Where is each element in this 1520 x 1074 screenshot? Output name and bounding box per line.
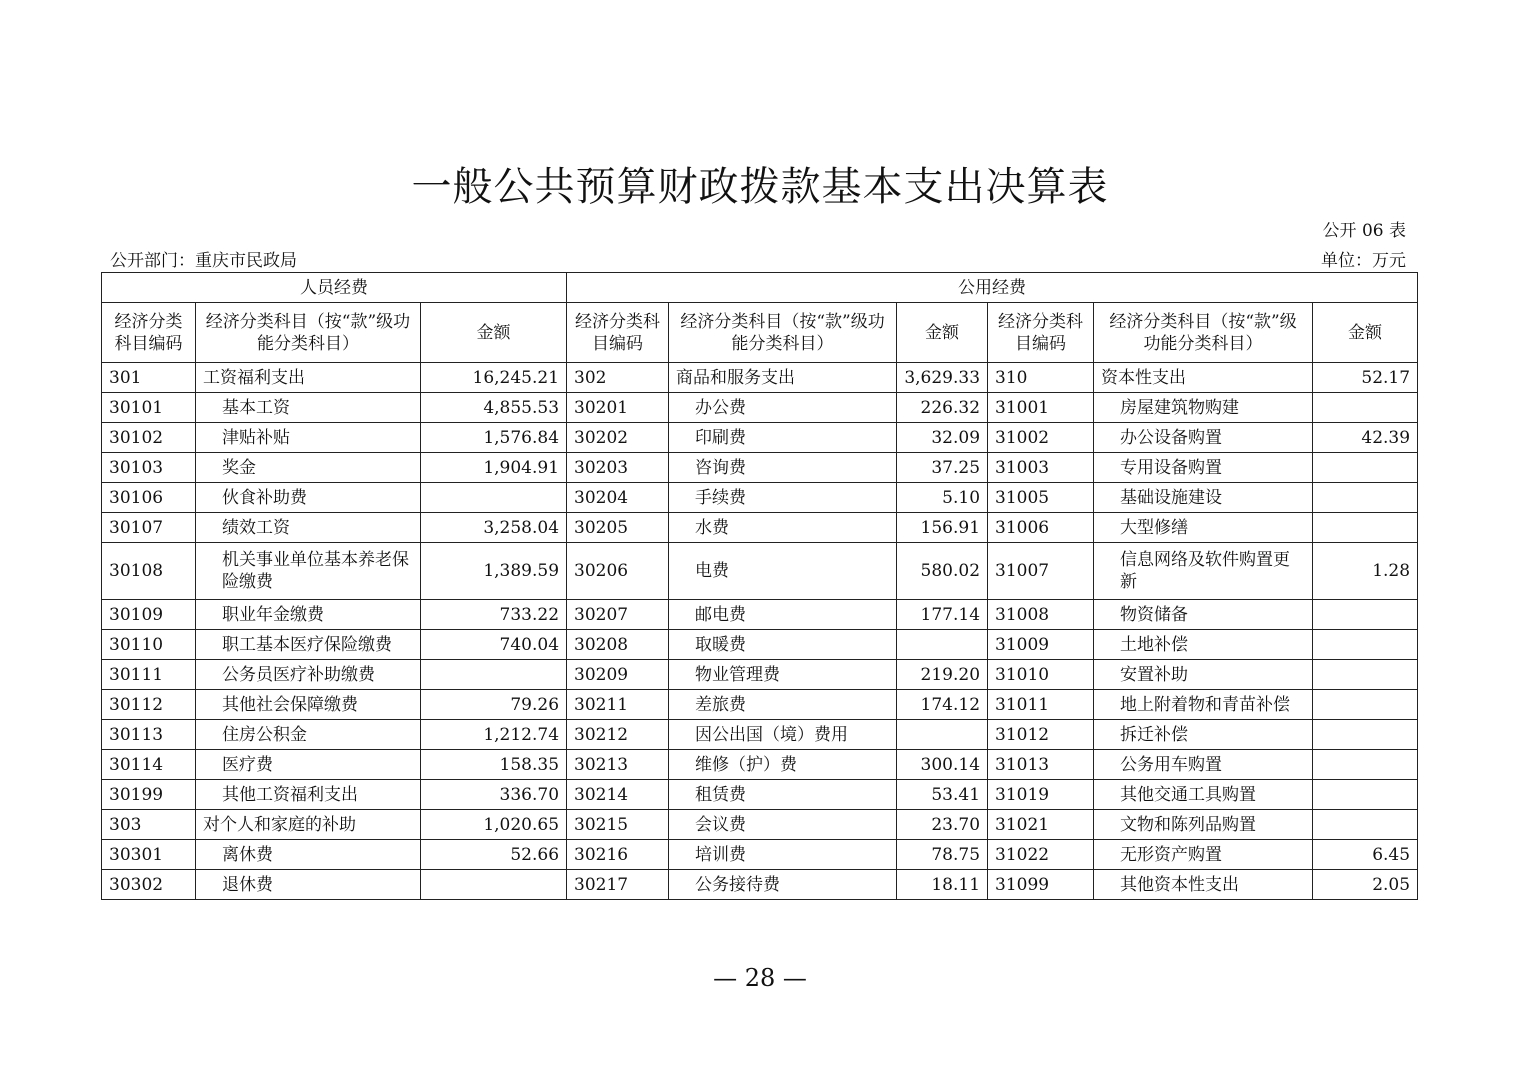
amount-cell: 53.41 — [897, 780, 988, 810]
name-cell: 基本工资 — [196, 393, 421, 423]
name-cell: 津贴补贴 — [196, 423, 421, 453]
amount-cell: 740.04 — [421, 630, 567, 660]
code-cell: 31011 — [988, 690, 1094, 720]
name-cell: 房屋建筑物购建 — [1094, 393, 1313, 423]
code-cell: 31002 — [988, 423, 1094, 453]
amount-cell: 3,629.33 — [897, 363, 988, 393]
code-cell: 303 — [102, 810, 196, 840]
table-row — [102, 660, 1418, 690]
code-cell: 31007 — [988, 543, 1094, 600]
header-amount: 金额 — [421, 303, 567, 363]
code-cell: 30108 — [102, 543, 196, 600]
table-row — [102, 690, 1418, 720]
table-body — [102, 363, 1418, 900]
amount-cell: 79.26 — [421, 690, 567, 720]
name-cell: 地上附着物和青苗补偿 — [1094, 690, 1313, 720]
code-cell: 31008 — [988, 600, 1094, 630]
code-cell: 30211 — [567, 690, 669, 720]
code-cell: 30203 — [567, 453, 669, 483]
table-row — [102, 630, 1418, 660]
amount-cell: 733.22 — [421, 600, 567, 630]
header-code: 经济分类科目编码 — [988, 303, 1094, 363]
name-cell: 专用设备购置 — [1094, 453, 1313, 483]
amount-cell: 174.12 — [897, 690, 988, 720]
code-cell: 30199 — [102, 780, 196, 810]
amount-cell: 42.39 — [1313, 423, 1418, 453]
code-cell: 30207 — [567, 600, 669, 630]
table-row — [102, 840, 1418, 870]
code-cell: 310 — [988, 363, 1094, 393]
code-cell: 30208 — [567, 630, 669, 660]
code-cell: 30205 — [567, 513, 669, 543]
name-cell: 机关事业单位基本养老保险缴费 — [196, 543, 421, 600]
name-cell: 职工基本医疗保险缴费 — [196, 630, 421, 660]
code-cell: 302 — [567, 363, 669, 393]
name-cell: 手续费 — [669, 483, 897, 513]
amount-cell: 23.70 — [897, 810, 988, 840]
name-cell: 信息网络及软件购置更新 — [1094, 543, 1313, 600]
code-cell: 30107 — [102, 513, 196, 543]
amount-cell: 78.75 — [897, 840, 988, 870]
amount-cell — [1313, 483, 1418, 513]
code-cell: 30106 — [102, 483, 196, 513]
code-cell: 30110 — [102, 630, 196, 660]
code-cell: 30214 — [567, 780, 669, 810]
amount-cell: 336.70 — [421, 780, 567, 810]
name-cell: 其他资本性支出 — [1094, 870, 1313, 900]
name-cell: 办公费 — [669, 393, 897, 423]
page-number: — 28 — — [713, 964, 807, 992]
code-cell: 30103 — [102, 453, 196, 483]
header-name: 经济分类科目（按“款”级功能分类科目） — [1094, 303, 1313, 363]
name-cell: 无形资产购置 — [1094, 840, 1313, 870]
name-cell: 差旅费 — [669, 690, 897, 720]
code-cell: 31019 — [988, 780, 1094, 810]
code-cell: 30112 — [102, 690, 196, 720]
code-cell: 30113 — [102, 720, 196, 750]
amount-cell — [1313, 810, 1418, 840]
name-cell: 医疗费 — [196, 750, 421, 780]
header-amount: 金额 — [897, 303, 988, 363]
code-cell: 30202 — [567, 423, 669, 453]
amount-cell: 1.28 — [1313, 543, 1418, 600]
expenditure-table — [101, 272, 1418, 900]
department-label: 公开部门：重庆市民政局 — [110, 251, 297, 271]
amount-cell — [1313, 750, 1418, 780]
amount-cell: 1,389.59 — [421, 543, 567, 600]
code-cell: 30215 — [567, 810, 669, 840]
name-cell: 公务员医疗补助缴费 — [196, 660, 421, 690]
name-cell: 伙食补助费 — [196, 483, 421, 513]
amount-cell: 52.66 — [421, 840, 567, 870]
table-row — [102, 720, 1418, 750]
code-cell: 31021 — [988, 810, 1094, 840]
code-cell: 30114 — [102, 750, 196, 780]
name-cell: 电费 — [669, 543, 897, 600]
amount-cell — [1313, 780, 1418, 810]
header-amount: 金额 — [1313, 303, 1418, 363]
table-row — [102, 780, 1418, 810]
table-row — [102, 423, 1418, 453]
amount-cell: 4,855.53 — [421, 393, 567, 423]
amount-cell: 6.45 — [1313, 840, 1418, 870]
table-row — [102, 513, 1418, 543]
name-cell: 商品和服务支出 — [669, 363, 897, 393]
name-cell: 会议费 — [669, 810, 897, 840]
amount-cell: 32.09 — [897, 423, 988, 453]
amount-cell — [897, 630, 988, 660]
name-cell: 其他工资福利支出 — [196, 780, 421, 810]
form-number: 公开 06 表 — [1322, 221, 1406, 241]
code-cell: 30212 — [567, 720, 669, 750]
name-cell: 公务接待费 — [669, 870, 897, 900]
code-cell: 31005 — [988, 483, 1094, 513]
code-cell: 30101 — [102, 393, 196, 423]
amount-cell: 177.14 — [897, 600, 988, 630]
name-cell: 咨询费 — [669, 453, 897, 483]
code-cell: 31001 — [988, 393, 1094, 423]
amount-cell — [1313, 453, 1418, 483]
code-cell: 31022 — [988, 840, 1094, 870]
amount-cell: 1,904.91 — [421, 453, 567, 483]
amount-cell: 1,020.65 — [421, 810, 567, 840]
name-cell: 安置补助 — [1094, 660, 1313, 690]
amount-cell: 1,576.84 — [421, 423, 567, 453]
name-cell: 因公出国（境）费用 — [669, 720, 897, 750]
name-cell: 办公设备购置 — [1094, 423, 1313, 453]
amount-cell: 226.32 — [897, 393, 988, 423]
unit-label: 单位：万元 — [1321, 251, 1406, 271]
code-cell: 30206 — [567, 543, 669, 600]
amount-cell — [1313, 660, 1418, 690]
name-cell: 职业年金缴费 — [196, 600, 421, 630]
code-cell: 30111 — [102, 660, 196, 690]
amount-cell: 16,245.21 — [421, 363, 567, 393]
code-cell: 30301 — [102, 840, 196, 870]
amount-cell: 52.17 — [1313, 363, 1418, 393]
code-cell: 30216 — [567, 840, 669, 870]
code-cell: 31099 — [988, 870, 1094, 900]
code-cell: 31006 — [988, 513, 1094, 543]
amount-cell — [1313, 513, 1418, 543]
name-cell: 其他交通工具购置 — [1094, 780, 1313, 810]
code-cell: 31013 — [988, 750, 1094, 780]
header-name: 经济分类科目（按“款”级功能分类科目） — [669, 303, 897, 363]
code-cell: 31003 — [988, 453, 1094, 483]
name-cell: 工资福利支出 — [196, 363, 421, 393]
table-row — [102, 600, 1418, 630]
name-cell: 拆迁补偿 — [1094, 720, 1313, 750]
page-title: 一般公共预算财政拨款基本支出决算表 — [411, 164, 1109, 210]
table-row — [102, 870, 1418, 900]
amount-cell: 158.35 — [421, 750, 567, 780]
table-row — [102, 543, 1418, 600]
amount-cell: 580.02 — [897, 543, 988, 600]
amount-cell: 219.20 — [897, 660, 988, 690]
name-cell: 文物和陈列品购置 — [1094, 810, 1313, 840]
table-row — [102, 483, 1418, 513]
amount-cell — [1313, 600, 1418, 630]
amount-cell: 156.91 — [897, 513, 988, 543]
group-personnel: 人员经费 — [102, 273, 567, 303]
name-cell: 住房公积金 — [196, 720, 421, 750]
group-public: 公用经费 — [567, 273, 1418, 303]
amount-cell: 2.05 — [1313, 870, 1418, 900]
amount-cell — [421, 660, 567, 690]
table-row — [102, 453, 1418, 483]
name-cell: 基础设施建设 — [1094, 483, 1313, 513]
code-cell: 30204 — [567, 483, 669, 513]
table-row — [102, 750, 1418, 780]
name-cell: 离休费 — [196, 840, 421, 870]
name-cell: 维修（护）费 — [669, 750, 897, 780]
name-cell: 公务用车购置 — [1094, 750, 1313, 780]
name-cell: 物业管理费 — [669, 660, 897, 690]
name-cell: 取暖费 — [669, 630, 897, 660]
amount-cell: 1,212.74 — [421, 720, 567, 750]
code-cell: 30213 — [567, 750, 669, 780]
table-row — [102, 363, 1418, 393]
amount-cell — [421, 870, 567, 900]
amount-cell: 5.10 — [897, 483, 988, 513]
amount-cell — [421, 483, 567, 513]
amount-cell — [1313, 393, 1418, 423]
code-cell: 31010 — [988, 660, 1094, 690]
code-cell: 30209 — [567, 660, 669, 690]
name-cell: 对个人和家庭的补助 — [196, 810, 421, 840]
name-cell: 其他社会保障缴费 — [196, 690, 421, 720]
name-cell: 绩效工资 — [196, 513, 421, 543]
name-cell: 大型修缮 — [1094, 513, 1313, 543]
amount-cell: 3,258.04 — [421, 513, 567, 543]
name-cell: 水费 — [669, 513, 897, 543]
code-cell: 30217 — [567, 870, 669, 900]
name-cell: 邮电费 — [669, 600, 897, 630]
code-cell: 30201 — [567, 393, 669, 423]
amount-cell — [1313, 630, 1418, 660]
name-cell: 租赁费 — [669, 780, 897, 810]
code-cell: 31009 — [988, 630, 1094, 660]
code-cell: 301 — [102, 363, 196, 393]
name-cell: 印刷费 — [669, 423, 897, 453]
table-row — [102, 810, 1418, 840]
amount-cell: 300.14 — [897, 750, 988, 780]
table-row — [102, 393, 1418, 423]
amount-cell: 18.11 — [897, 870, 988, 900]
name-cell: 资本性支出 — [1094, 363, 1313, 393]
name-cell: 培训费 — [669, 840, 897, 870]
header-name: 经济分类科目（按“款”级功能分类科目） — [196, 303, 421, 363]
name-cell: 退休费 — [196, 870, 421, 900]
code-cell: 31012 — [988, 720, 1094, 750]
code-cell: 30102 — [102, 423, 196, 453]
code-cell: 30109 — [102, 600, 196, 630]
name-cell: 物资储备 — [1094, 600, 1313, 630]
header-code: 经济分类科目编码 — [102, 303, 196, 363]
name-cell: 土地补偿 — [1094, 630, 1313, 660]
name-cell: 奖金 — [196, 453, 421, 483]
amount-cell — [1313, 720, 1418, 750]
amount-cell: 37.25 — [897, 453, 988, 483]
header-code: 经济分类科目编码 — [567, 303, 669, 363]
amount-cell — [1313, 690, 1418, 720]
amount-cell — [897, 720, 988, 750]
code-cell: 30302 — [102, 870, 196, 900]
